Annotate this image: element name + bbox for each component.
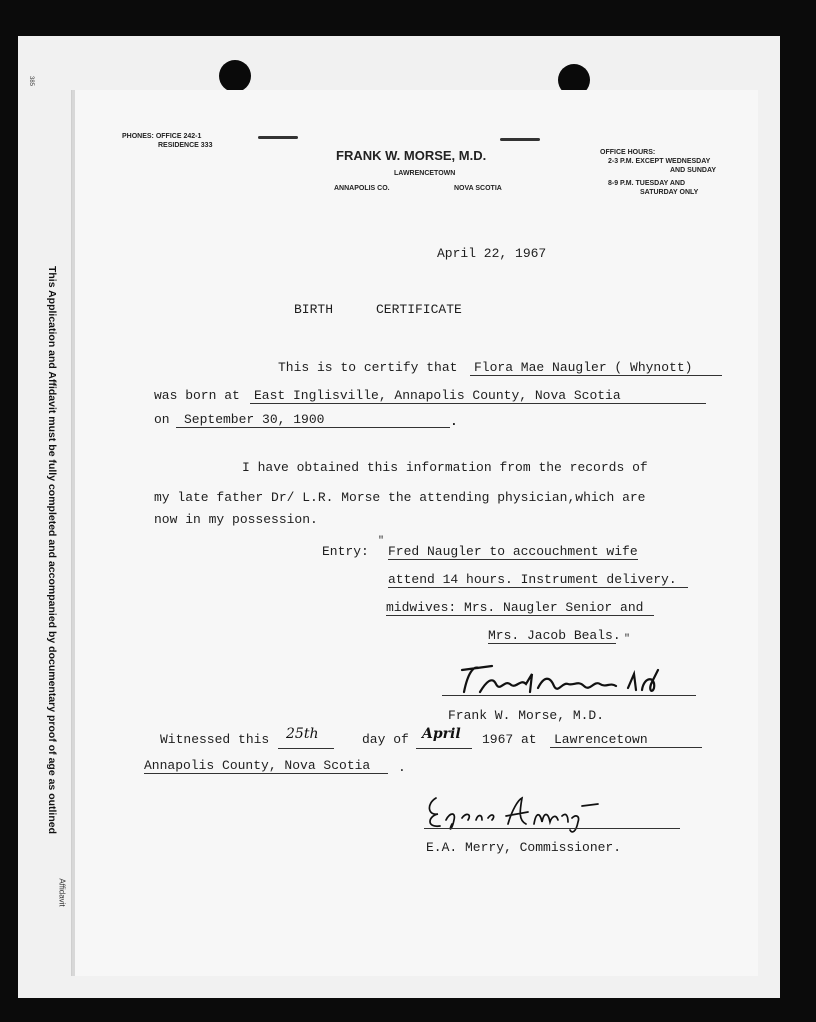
paragraph-line-3: now in my possession. bbox=[154, 512, 318, 527]
doctor-signature-line bbox=[442, 695, 696, 696]
doctor-signature-text: Frank W. Morse M.D. bbox=[458, 662, 470, 663]
witnessed-prefix: Witnessed this bbox=[160, 732, 270, 747]
witness-day: 25th bbox=[286, 726, 319, 742]
hours-title: OFFICE HOURS: bbox=[600, 149, 656, 156]
letterhead-doctor-name: FRANK W. MORSE, M.D. bbox=[336, 148, 487, 163]
witness-town-field: Lawrencetown bbox=[550, 732, 702, 748]
punch-hole-left-icon bbox=[219, 60, 251, 92]
certify-prefix: This is to certify that bbox=[278, 360, 458, 375]
paragraph-line-2: my late father Dr/ L.R. Morse the attending physician,which are bbox=[154, 490, 646, 505]
letterhead-dash-left bbox=[258, 136, 298, 139]
entry-line-1: Fred Naugler to accouchment wife bbox=[388, 544, 638, 559]
hours-line-4: SATURDAY ONLY bbox=[640, 189, 699, 196]
witness-day-field bbox=[278, 726, 334, 749]
affidavit-tag: Affidavit bbox=[57, 878, 67, 907]
person-name-field: Flora Mae Naugler ( Whynott) bbox=[470, 360, 722, 376]
paragraph-line-1: I have obtained this information from the records of bbox=[242, 460, 648, 475]
letter-date: April 22, 1967 bbox=[437, 246, 547, 261]
entry-label: Entry: bbox=[322, 544, 369, 559]
commissioner-signature-text: Eugene A Merry bbox=[422, 790, 431, 791]
witness-county-period: . bbox=[398, 760, 406, 775]
entry-line-2: attend 14 hours. Instrument delivery. bbox=[388, 572, 688, 588]
paper-edge bbox=[72, 90, 75, 976]
birth-place-field: East Inglisville, Annapolis County, Nova Scotia bbox=[250, 388, 706, 404]
certificate-paper bbox=[72, 90, 758, 976]
witness-year-at: 1967 at bbox=[482, 732, 537, 747]
hours-line-2: AND SUNDAY bbox=[670, 167, 717, 174]
side-instruction-note bbox=[36, 140, 68, 960]
entry-line-3: midwives: Mrs. Naugler Senior and bbox=[386, 600, 654, 616]
witness-month-field bbox=[416, 726, 472, 749]
doctor-signature bbox=[458, 662, 698, 702]
witness-county-field: Annapolis County, Nova Scotia bbox=[144, 758, 388, 774]
hours-line-1: 2-3 P.M. EXCEPT WEDNESDAY bbox=[608, 158, 711, 165]
title-birth: BIRTH bbox=[294, 302, 334, 317]
on-prefix: on bbox=[154, 412, 170, 427]
born-prefix: was born at bbox=[154, 388, 240, 403]
letterhead-phones bbox=[122, 132, 212, 150]
commissioner-typed-name: E.A. Merry, Commissioner. bbox=[426, 840, 622, 855]
entry-line-4: Mrs. Jacob Beals. bbox=[488, 628, 621, 643]
entry-close-quote: " bbox=[624, 634, 631, 645]
letterhead-dash-right bbox=[500, 138, 540, 141]
title-certificate: CERTIFICATE bbox=[376, 302, 462, 317]
witness-month: April bbox=[422, 726, 461, 742]
phones-office: PHONES: OFFICE 242-1 bbox=[122, 133, 202, 140]
letterhead-office-hours bbox=[600, 148, 716, 197]
day-of-label: day of bbox=[362, 732, 409, 747]
commissioner-signature-line bbox=[424, 828, 680, 829]
phones-residence: RESIDENCE 333 bbox=[158, 142, 213, 149]
letterhead-town: LAWRENCETOWN bbox=[394, 170, 456, 177]
page-number: 385 bbox=[28, 75, 35, 87]
birth-date-period: . bbox=[450, 414, 458, 429]
entry-open-quote: " bbox=[378, 536, 385, 547]
birth-date-field: September 30, 1900 bbox=[176, 412, 450, 428]
doctor-typed-name: Frank W. Morse, M.D. bbox=[448, 708, 605, 723]
side-instruction-text: This Application and Affidavit must be fully completed and accompanied by documentary proof of age as outlined bbox=[46, 265, 58, 835]
hours-line-3: 8-9 P.M. TUESDAY AND bbox=[608, 180, 686, 187]
letterhead-county: ANNAPOLIS CO. bbox=[334, 185, 390, 192]
letterhead-province: NOVA SCOTIA bbox=[454, 185, 502, 192]
